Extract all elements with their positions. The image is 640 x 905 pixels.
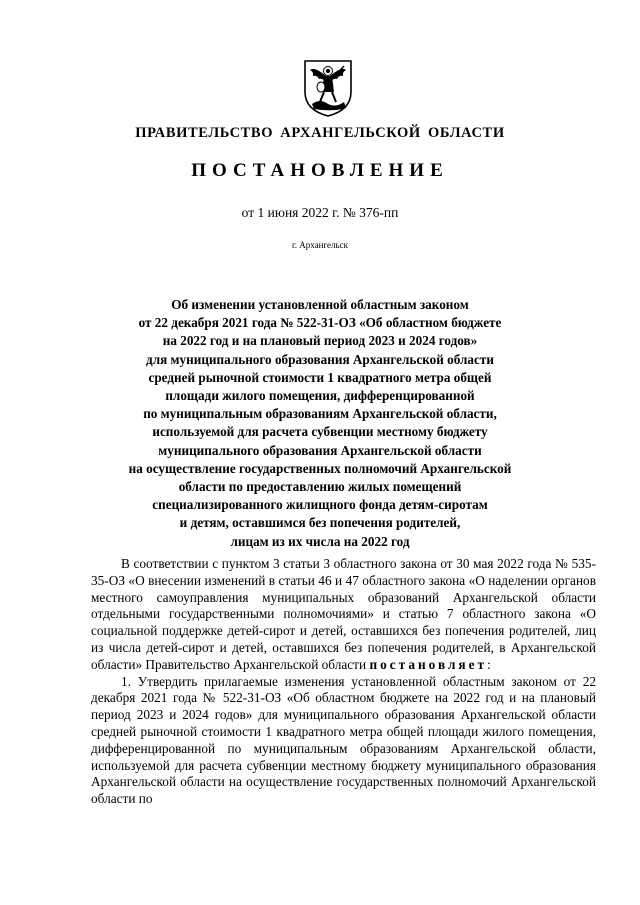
title-line: на осуществление государственных полномочий Архангельской xyxy=(128,460,512,476)
title-line: на 2022 год и на плановый период 2023 и 2024 годов» xyxy=(162,333,478,349)
title-line: и детям, оставшимся без попечения родителей, xyxy=(179,515,461,531)
government-name: ПРАВИТЕЛЬСТВО АРХАНГЕЛЬСКОЙ ОБЛАСТИ xyxy=(135,125,505,141)
title-line: используемой для расчета субвенции местному бюджету xyxy=(152,424,488,440)
title-line: специализированного жилищного фонда детям-сиротам xyxy=(152,497,488,513)
preamble-paragraph xyxy=(91,556,596,674)
title-line: от 22 декабря 2021 года № 522-31-ОЗ «Об областном бюджете xyxy=(138,315,502,331)
document-type: ПОСТАНОВЛЕНИЕ xyxy=(191,160,449,181)
clause-paragraph: 1. Утвердить прилагаемые изменения установленной областным законом от 22 декабря 2021 года № 522-31-ОЗ «Об областном бюджете на 2022 год и на плановый период 2023 и 2024 годов» для муниципального образования Архангельской области средней рыночной стоимости 1 квадратного метра общей площади жилого помещения, дифференцированной по муниципальным образованиям Архангельской области, используемой для расчета субвенции местному бюджету муниципального образования Архангельской области на осуществление государственных полномочий Архангельской области по xyxy=(91,673,596,807)
document-city: г. Архангельск xyxy=(292,240,348,250)
archangel-coat-of-arms-icon xyxy=(302,58,354,118)
title-line: области по предоставлению жилых помещений xyxy=(178,479,462,495)
title-line: Об изменении установленной областным законом xyxy=(171,297,469,312)
title-line: для муниципального образования Архангельской области xyxy=(146,351,494,367)
title-line: лицам из их числа на 2022 год xyxy=(230,533,410,549)
document-date-number: от 1 июня 2022 г. № 376-пп xyxy=(241,205,399,220)
document-body xyxy=(91,556,596,808)
decree-colon: : xyxy=(487,656,491,672)
preamble-text: В соответствии с пунктом 3 статьи 3 областного закона от 30 мая 2022 года № 535-35-ОЗ «О внесении изменений в статьи 46 и 47 областного закона «О наделении органов местного самоуправления муниципальных образований Архангельской области отдельными государственными полномочиями» и статью 7 областного закона «О социальной поддержке детей-сирот и детей, оставшихся без попечения родителей, лиц из числа детей-сирот и детей, оставшихся без попечения родителей, в Архангельской области» Правительство Архангельской области xyxy=(91,556,596,672)
title-line: средней рыночной стоимости 1 квадратного метра общей xyxy=(148,369,492,385)
title-line: муниципального образования Архангельской области xyxy=(158,442,482,458)
document-title xyxy=(80,296,560,551)
title-line: по муниципальным образованиям Архангельской области, xyxy=(143,406,497,422)
title-line: площади жилого помещения, дифференцированной xyxy=(165,388,475,404)
decree-word: постановляет xyxy=(369,656,488,672)
